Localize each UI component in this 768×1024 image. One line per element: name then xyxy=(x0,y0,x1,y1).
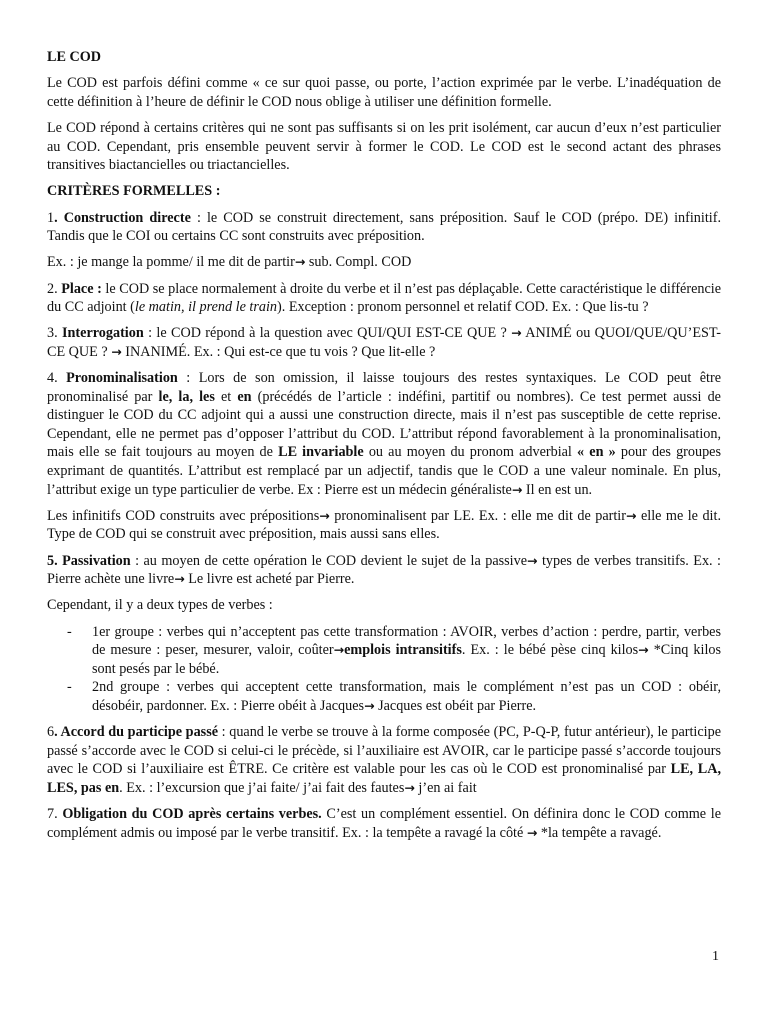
arrow-right-icon: → xyxy=(404,779,415,795)
criterion-3-text: INANIMÉ. Ex. : Qui est-ce que tu vois ? Que lit-elle ? xyxy=(121,343,436,360)
infinitives-text: Les infinitifs COD construits avec prépositions xyxy=(47,507,320,524)
criterion-6-term: . Accord du participe passé xyxy=(54,724,219,741)
verb-types-intro: Cependant, il y a deux types de verbes : xyxy=(47,597,273,614)
criterion-4-paragraph xyxy=(47,369,721,499)
criterion-4-text: (précédés de l’article : indéfini, partitif ou nombres). Ce test permet aussi de distinguer le COD du CC adjoint qui a aussi une construction directe, mais il n’est pas susceptible de cette reprise. Cependant, elle ne permet pas d’opposer l’attribut du COD. L’attribut répond favorablement à la pronominalisation, mais elle se fait toujours au moyen de xyxy=(47,388,721,461)
group-1-text: *Cinq kilos sont pesés par le bébé. xyxy=(92,642,722,677)
criterion-4-term: Pronominalisation xyxy=(66,370,178,387)
criterion-5-paragraph xyxy=(47,552,721,589)
criterion-5-text: Le livre est acheté par Pierre. xyxy=(184,571,355,588)
page-number: 1 xyxy=(712,949,719,964)
criterion-2-text: ). Exception : pronom personnel et relatif COD. Ex. : Que lis-tu ? xyxy=(277,299,649,316)
arrow-right-icon: → xyxy=(111,343,122,359)
criterion-4-text: pour des groupes exprimant de quantités. L’attribut est remplacé par un adjectif, tandis que le COD a une valeur nominale. En plus, l’attribut exige un type particulier de verbe. Ex : Pierre est un médecin généraliste xyxy=(47,444,722,498)
bold-en-quoted: « en » xyxy=(577,444,616,461)
example-text: sub. Compl. COD xyxy=(305,254,412,271)
group-1-text: . Ex. : le bébé pèse cinq kilos xyxy=(461,642,639,659)
criterion-1-example xyxy=(47,253,721,272)
criterion-1-number: 1 xyxy=(47,209,55,226)
arrow-right-icon: → xyxy=(526,824,538,840)
criterion-7-paragraph xyxy=(47,805,721,842)
criterion-4-text: et xyxy=(214,388,238,405)
bold-le-invariable: LE invariable xyxy=(278,444,364,461)
criterion-2-paragraph xyxy=(47,280,721,317)
arrow-right-icon: → xyxy=(511,481,523,497)
list-item xyxy=(47,678,721,715)
list-dash: - xyxy=(67,623,72,640)
bold-pronouns: LE, LA, LES, pas en xyxy=(47,761,721,796)
arrow-right-icon: → xyxy=(527,552,538,568)
criterion-6-text: j’en ai fait xyxy=(414,779,477,796)
criterion-6-text: : quand le verbe se trouve à la forme composée (PC, P-Q-P, futur antérieur), le participe passé s’accorde avec le COD si celui-ci le précède, si l’auxiliaire est AVOIR, car le participe passé s’accorde toujours avec le COD si l’auxiliaire est ÊTRE. Ce critère est valable pour les cas où le COD est pronominalisé par xyxy=(47,724,721,778)
criterion-4-text: : Lors de son omission, il laisse toujours des restes syntaxiques. Le COD peut être pronominalisé par xyxy=(47,370,722,405)
intro-paragraph-1: Le COD est parfois défini comme « ce sur quoi passe, ou porte, l’action exprimée par le verbe. L’inadéquation de cette définition à l’heure de définir le COD nous oblige à utiliser une définition formelle. xyxy=(47,75,721,110)
criterion-4-text: ou au moyen du pronom adverbial xyxy=(363,444,578,461)
group-2-text: Jacques est obéit par Pierre. xyxy=(374,697,537,714)
criterion-5-text: : au moyen de cette opération le COD devient le sujet de la passive xyxy=(130,552,528,569)
criterion-6-text: . Ex. : l’excursion que j’ai faite/ j’ai fait des fautes xyxy=(119,779,405,796)
criterion-2-number: 2. xyxy=(47,280,62,297)
bold-pronoun-en: en xyxy=(237,388,252,405)
criterion-1-term: . Construction directe xyxy=(54,209,191,226)
criterion-7-text: *la tempête a ravagé. xyxy=(537,824,662,841)
list-item xyxy=(47,623,721,679)
criterion-6-paragraph xyxy=(47,723,721,797)
example-text: Ex. : je mange la pomme/ il me dit de partir xyxy=(47,254,295,271)
criterion-3-text: : le COD répond à la question avec QUI/QUI EST-CE QUE ? xyxy=(143,325,512,342)
group-2-text: 2nd groupe : verbes qui acceptent cette transformation, mais le complément n’est pas un COD : obéir, désobéir, pardonner. Ex. : Pierre obéit à Jacques xyxy=(92,679,721,714)
document-page xyxy=(47,48,721,850)
criterion-2-text: le COD se place normalement à droite du verbe et il n’est pas déplaçable. Cette caractéristique le différencie du CC adjoint ( xyxy=(47,280,722,316)
criterion-1-paragraph xyxy=(47,209,721,246)
criterion-7-number: 7. xyxy=(47,806,63,823)
criterion-7-text: C’est un complément essentiel. On définira donc le COD comme le complément admis ou imposé par le verbe transitif. Ex. : la tempête a ravagé la côté xyxy=(47,806,721,841)
bold-pronouns: le, la, les xyxy=(158,388,215,405)
criterion-4-text: Il en est un. xyxy=(522,481,593,498)
list-dash: - xyxy=(67,679,72,696)
intro-paragraph-2: Le COD répond à certains critères qui ne sont pas suffisants si on les prit isolément, car aucun d’eux n’est particulier au COD. Cependant, pris ensemble peuvent servir à former le COD. Le COD est le second actant des phrases transitives biactancielles ou triactancielles. xyxy=(47,119,721,174)
criterion-2-term: Place : xyxy=(61,280,102,297)
criterion-6-number: 6 xyxy=(47,724,55,741)
infinitives-text: elle me le dit. Type de COD qui se construit avec préposition, mais aussi sans elles. xyxy=(47,507,721,543)
arrow-right-icon: → xyxy=(333,642,345,658)
arrow-right-icon: → xyxy=(364,697,375,713)
criteria-heading: CRITÈRES FORMELLES : xyxy=(47,183,221,200)
criterion-3-text: ANIMÉ ou QUOI/QUE/QU’EST-CE QUE ? xyxy=(47,325,722,360)
arrow-right-icon: → xyxy=(638,642,649,658)
arrow-right-icon: → xyxy=(319,507,330,523)
criterion-3-term: Interrogation xyxy=(62,325,144,342)
arrow-right-icon: → xyxy=(174,571,185,587)
criterion-4-number: 4. xyxy=(47,370,67,387)
criterion-3-number: 3. xyxy=(47,325,63,342)
arrow-right-icon: → xyxy=(625,507,637,523)
criterion-5-term: 5. Passivation xyxy=(47,552,131,569)
criterion-5-text: types de verbes transitifs. Ex. : Pierre achète une livre xyxy=(47,552,721,588)
arrow-right-icon: → xyxy=(511,325,522,341)
criterion-3-paragraph xyxy=(47,324,721,361)
criterion-7-term: Obligation du COD après certains verbes. xyxy=(62,806,322,823)
bold-intransitive: emplois intransitifs xyxy=(344,642,462,659)
document-title: LE COD xyxy=(47,49,101,65)
verb-groups-list xyxy=(47,623,721,716)
infinitives-paragraph xyxy=(47,507,721,544)
group-1-text: 1er groupe : verbes qui n’acceptent pas cette transformation : AVOIR, verbes d’action : perdre, partir, verbes de mesure : peser, mesurer, valoir, coûter xyxy=(92,623,721,659)
arrow-right-icon: → xyxy=(294,254,306,270)
criterion-1-text: : le COD se construit directement, sans préposition. Sauf le COD (prépo. DE) infinitif. Tandis que le COI ou certains CC sont construits avec préposition. xyxy=(47,209,721,245)
italic-example: le matin, il prend le train xyxy=(134,299,278,316)
infinitives-text: pronominalisent par LE. Ex. : elle me dit de partir xyxy=(329,507,626,524)
